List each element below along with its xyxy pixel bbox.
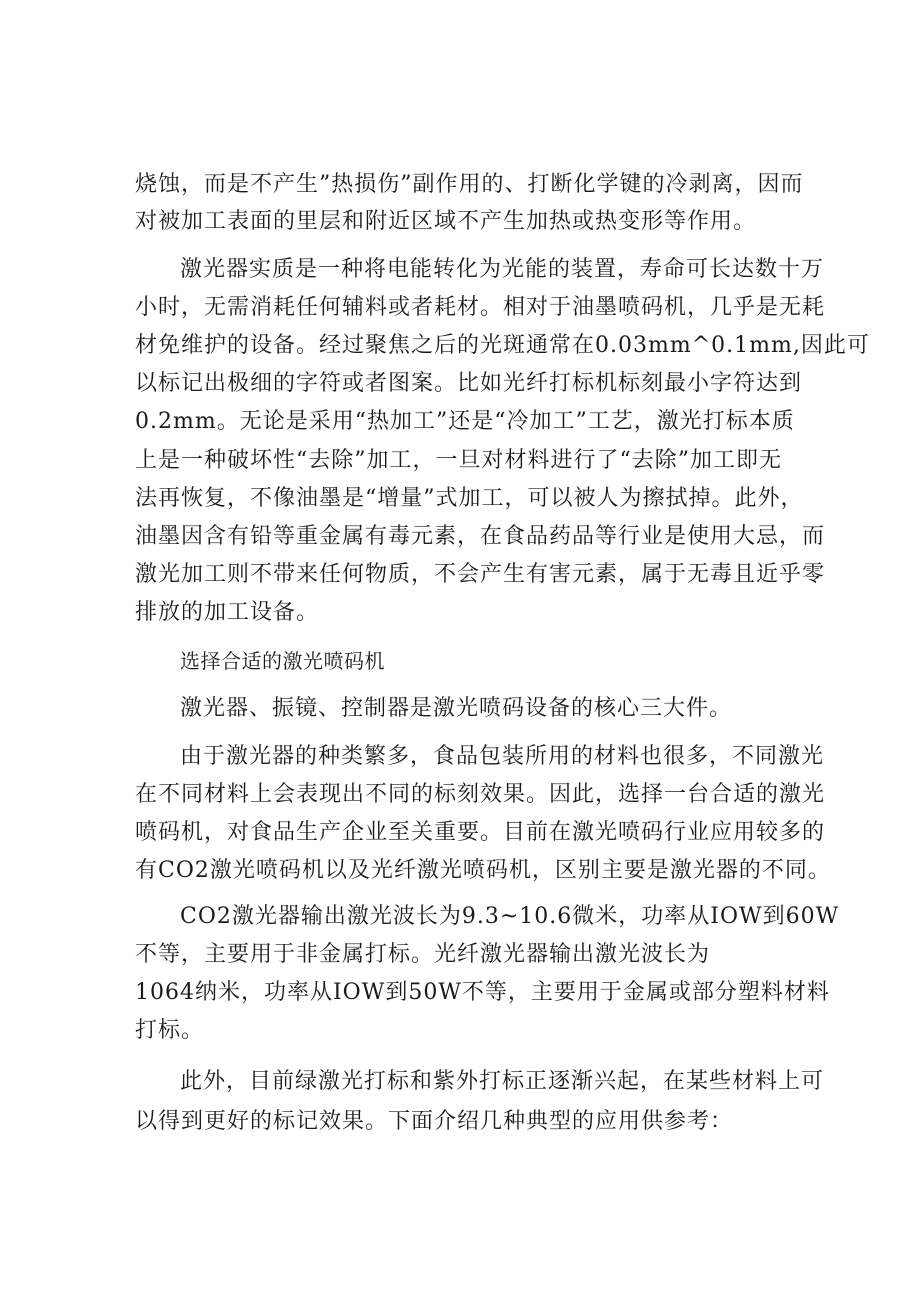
text-line: 有CO2激光喷码机以及光纤激光喷码机，区别主要是激光器的不同。 xyxy=(135,858,831,883)
text-line: 法再恢复，不像油墨是“增量”式加工，可以被人为擦拭掉。此外， xyxy=(135,486,804,511)
text-line: 激光加工则不带来任何物质，不会产生有害元素，属于无毒且近乎零 xyxy=(135,562,826,587)
text-line: 打标。 xyxy=(135,1018,205,1043)
text-line: 排放的加工设备。 xyxy=(135,600,320,625)
text-line: 烧蚀，而是不产生”热损伤”副作用的、打断化学键的冷剥离，因而 xyxy=(135,172,804,197)
text-line: 不等，主要用于非金属打标。光纤激光器输出激光波长为 xyxy=(135,942,711,967)
paragraph-start: 此外，目前绿激光打标和紫外打标正逐渐兴起，在某些材料上可 xyxy=(180,1069,825,1094)
text-line: 小时，无需消耗任何辅料或者耗材。相对于油墨喷码机，几乎是无耗 xyxy=(135,295,826,320)
section-heading: 选择合适的激光喷码机 xyxy=(180,649,385,673)
text-line: 以得到更好的标记效果。下面介绍几种典型的应用供参考： xyxy=(135,1109,734,1134)
text-line: 1064纳米，功率从IOW到50W不等，主要用于金属或部分塑料材料 xyxy=(135,980,830,1005)
paragraph-start: 由于激光器的种类繁多，食品包装所用的材料也很多，不同激光 xyxy=(180,744,825,769)
text-line: 以标记出极细的字符或者图案。比如光纤打标机标刻最小字符达到 xyxy=(135,371,803,396)
text-line: 油墨因含有铅等重金属有毒元素，在食品药品等行业是使用大忌，而 xyxy=(135,524,826,549)
paragraph-start: 激光器、振镜、控制器是激光喷码设备的核心三大件。 xyxy=(180,696,733,721)
text-line: 在不同材料上会表现出不同的标刻效果。因此，选择一台合适的激光 xyxy=(135,782,826,807)
text-line: 材免维护的设备。经过聚焦之后的光斑通常在0.03mm^0.1mm,因此可 xyxy=(135,333,870,358)
text-line: 喷码机，对食品生产企业至关重要。目前在激光喷码行业应用较多的 xyxy=(135,820,826,845)
paragraph-start: CO2激光器输出激光波长为9.3~10.6微米，功率从IOW到60W xyxy=(180,904,840,929)
text-line: 0.2mm。无论是采用“热加工”还是“冷加工”工艺，激光打标本质 xyxy=(135,409,795,434)
text-line: 对被加工表面的里层和附近区域不产生加热或热变形等作用。 xyxy=(135,209,757,234)
paragraph-start: 激光器实质是一种将电能转化为光能的装置，寿命可长达数十万 xyxy=(180,257,825,282)
text-line: 上是一种破坏性“去除”加工，一旦对材料进行了“去除”加工即无 xyxy=(135,448,782,473)
